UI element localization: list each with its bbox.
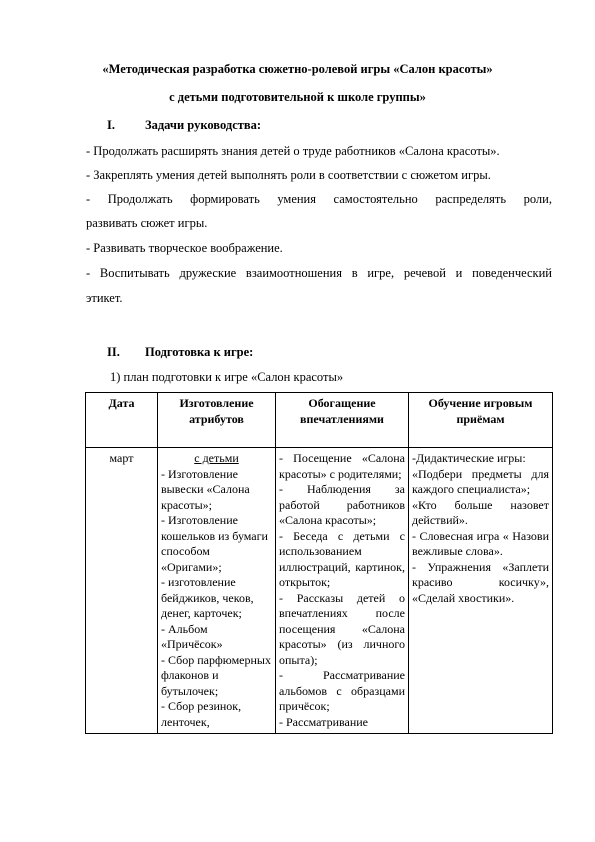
task-line: - Воспитывать дружеские взаимоотношения в игре, речевой и поведенческий [86,266,552,280]
plan-title: 1) план подготовки к игре «Салон красоты» [110,370,344,384]
attributes-cell [158,448,276,734]
header-enrichment: Обогащение впечатлениями [276,393,409,448]
section-2-number: II. [107,345,120,359]
task-line: - Развивать творческое воображение. [86,241,283,255]
list-item: - изготовление бейджиков, чеков, денег, карточек; [161,575,254,620]
list-item: - Изготовление вывески «Салона красоты»; [161,466,250,512]
list-item: - Сбор парфюмерных флаконов и бутылочек; [161,652,271,698]
list-item: - Беседа с детьми с использованием иллюстраций, картинок, открыток; [279,528,405,589]
section-2-title: Подготовка к игре: [145,345,254,359]
list-item: - Рассказы детей о впечатлениях после посещения «Салона красоты» (из личного опыта); [279,590,405,667]
header-date: Дата [86,393,158,448]
header-attributes: Изготовление атрибутов [158,393,276,448]
section-1-heading [107,118,261,133]
enrichment-cell [276,448,409,734]
task-line: этикет. [86,291,123,305]
section-2-heading [107,345,253,360]
list-item: - Рассматривание [279,714,368,729]
task-line: - Закреплять умения детей выполнять роли в соответствии с сюжетом игры. [86,168,491,182]
section-1-title: Задачи руководства: [145,118,262,132]
preparation-plan-table [85,392,553,734]
list-item: - Словесная игра « Назови вежливые слова». [412,528,549,558]
task-line: - Продолжать расширять знания детей о труде работников «Салона красоты». [86,144,500,158]
list-item: - Упражнения «Заплети красиво косичку», «Сделай хвостики». [412,559,549,605]
list-item: - Изготовление кошельков из бумаги способом «Оригами»; [161,513,268,574]
header-training: Обучение игровым приёмам [409,393,553,448]
section-1-number: I. [107,118,115,132]
list-item: - Посещение «Салона красоты» с родителями; [279,451,405,481]
list-item: - Рассматривание альбомов с образцами причёсок; [279,668,405,713]
list-item: - Сбор резинок, ленточек, [161,699,242,729]
list-item: - Наблюдения за работой работников «Салона красоты»; [279,482,405,527]
list-item: «Подбери предметы для каждого специалиста»; [412,466,549,496]
list-item: - Альбом «Причёсок» [161,621,223,651]
training-cell [409,448,553,734]
list-item: -Дидактические игры: [412,451,526,465]
table-header-row [86,393,553,448]
table-row [86,448,553,734]
task-line: развивать сюжет игры. [86,216,208,230]
list-item: «Кто больше назовет действий». [412,497,549,527]
attributes-subheader: с детьми [194,451,239,465]
date-cell: март [86,448,158,734]
task-line: - Продолжать формировать умения самостоятельно распределять роли, [86,192,552,206]
document-title: «Методическая разработка сюжетно-ролевой игры «Салон красоты» [102,62,493,76]
document-subtitle: с детьми подготовительной к школе группы» [169,90,426,104]
